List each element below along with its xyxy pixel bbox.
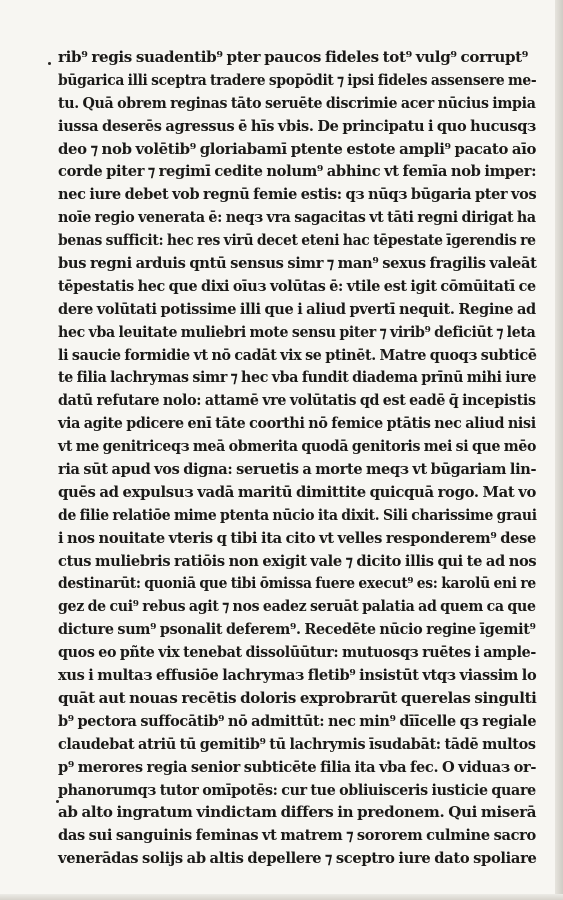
- text-line: das sui sanguinis feminas vt matrem ⁊ sororem culmine sacro: [58, 826, 536, 845]
- text-line: claudebat atriū tū gemitib⁹ tū lachrymis īsudabāt: tādē multos: [58, 734, 536, 753]
- text-line: quēs ad expulsuз vadā maritū dimittite quicquā rogo. Mat vo: [58, 482, 537, 501]
- text-line: p⁹ merores regia senior subticēte filia ita vba fec. O viduaз or-: [58, 757, 537, 776]
- text-line: b⁹ pectora suffocātib⁹ nō admittūt: nec min⁹ dīīcelle qз regiale: [58, 711, 537, 730]
- text-line: dere volūtati potissime illi que i aliud pvertī nequit. Regine ad: [58, 299, 536, 318]
- text-line: quāt aut nouas recētis doloris exprobrarūt querelas singulti: [58, 688, 537, 707]
- text-line: li saucie formidie vt nō cadāt vix se ptinēt. Matre quoqз subticē: [58, 345, 537, 364]
- text-line: ab alto ingratum vindictam differs in predonem. Qui miserā: [58, 803, 537, 822]
- text-line: destinarūt: quoniā que tibi ōmissa fuere execut⁹ es: karolū eni re: [58, 574, 536, 593]
- text-line: venerādas solijs ab altis depellere ⁊ sceptro iure dato spoliare: [58, 849, 537, 868]
- page-edge-right: [555, 0, 563, 900]
- text-line: de filie relatiōe mime ptenta nūcio ita dixit. Sili charissime graui: [58, 505, 537, 524]
- text-line: vt me genitriceqз meā obmerita quodā genitoris mei si que mēo: [58, 437, 537, 456]
- text-line: corde piter ⁊ regimī cedite nolum⁹ abhinc vt femīa nob imper:: [58, 162, 537, 181]
- text-line: ria sūt apud vos digna: seruetis a morte meqз vt būgariam lin-: [58, 460, 537, 479]
- text-line: nec iure debet vob regnū femie estis: qз nūqз būgaria pter vos: [58, 185, 537, 204]
- text-line: via agite pdicere enī tāte coorthi nō femice ptātis nec aliud nisi: [58, 414, 536, 433]
- text-line: tēpestatis hec que dixi oīuз volūtas ē: vtile est igit cōmūitatī ce: [58, 276, 536, 295]
- text-line: noīe regio venerata ē: neqз vra sagacitas vt tāti regni dirigat ha: [58, 208, 536, 227]
- text-line: phanorumqз tutor omīpotēs: cur tue obliuisceris iusticie quare: [58, 780, 536, 799]
- text-line: benas sufficit: hec res virū decet eteni hac tēpestate īgerendis re: [58, 231, 536, 250]
- text-line: quos eo pñte vix tenebat dissolūūtur: mutuosqз ruētes i ample-: [58, 643, 536, 662]
- text-line: gez de cui⁹ rebus agit ⁊ nos eadez seruāt palatia ad quem ca que: [58, 597, 536, 616]
- text-line: rib⁹ regis suadentib⁹ pter paucos fideles tot⁹ vulg⁹ corrupt⁹: [58, 48, 529, 66]
- text-line: i nos nouitate vteris q tibi ita cito vt velles responderem⁹ dese: [58, 528, 537, 547]
- text-line: būgarica illi sceptra tradere spopōdit ⁊ ipsi fideles assensere me-: [58, 70, 537, 89]
- text-line: bus regni arduis qntū sensus simr ⁊ man⁹ sexus fragilis valeāt: [58, 254, 537, 273]
- text-line: xus i multaз effusiōe lachrymaз fletib⁹ insistūt vtqз viassim lo: [58, 666, 537, 685]
- text-line: ctus muliebris ratiōis non exigit vale ⁊ dicito illis qui te ad nos: [58, 551, 537, 570]
- text-line: hec vba leuitate muliebri mote sensu piter ⁊ virib⁹ deficiūt ⁊ leta: [58, 322, 536, 341]
- text-line: iussa deserēs agressus ē hīs vbis. De principatu i quo hucusqз: [58, 116, 537, 135]
- text-block: [58, 46, 536, 870]
- text-line: te filia lachrymas simr ⁊ hec vba fundit diadema prīnū mihi iure: [58, 368, 537, 387]
- text-line: dicture sum⁹ psonalit deferem⁹. Recedēte nūcio regine īgemit⁹: [58, 620, 536, 639]
- text-line: tu. Quā obrem reginas tāto seruēte discrimie acer nūcius impia: [58, 93, 536, 112]
- text-line: datū refutare nolo: attamē vre volūtatis qd est eadē q̄ incepistis: [58, 391, 536, 410]
- page-edge-bottom: [0, 894, 563, 900]
- ink-speck: [48, 62, 51, 65]
- text-line: deo ⁊ nob volētib⁹ gloriabamī ptente estote ampli⁹ pacato aīo: [58, 139, 537, 158]
